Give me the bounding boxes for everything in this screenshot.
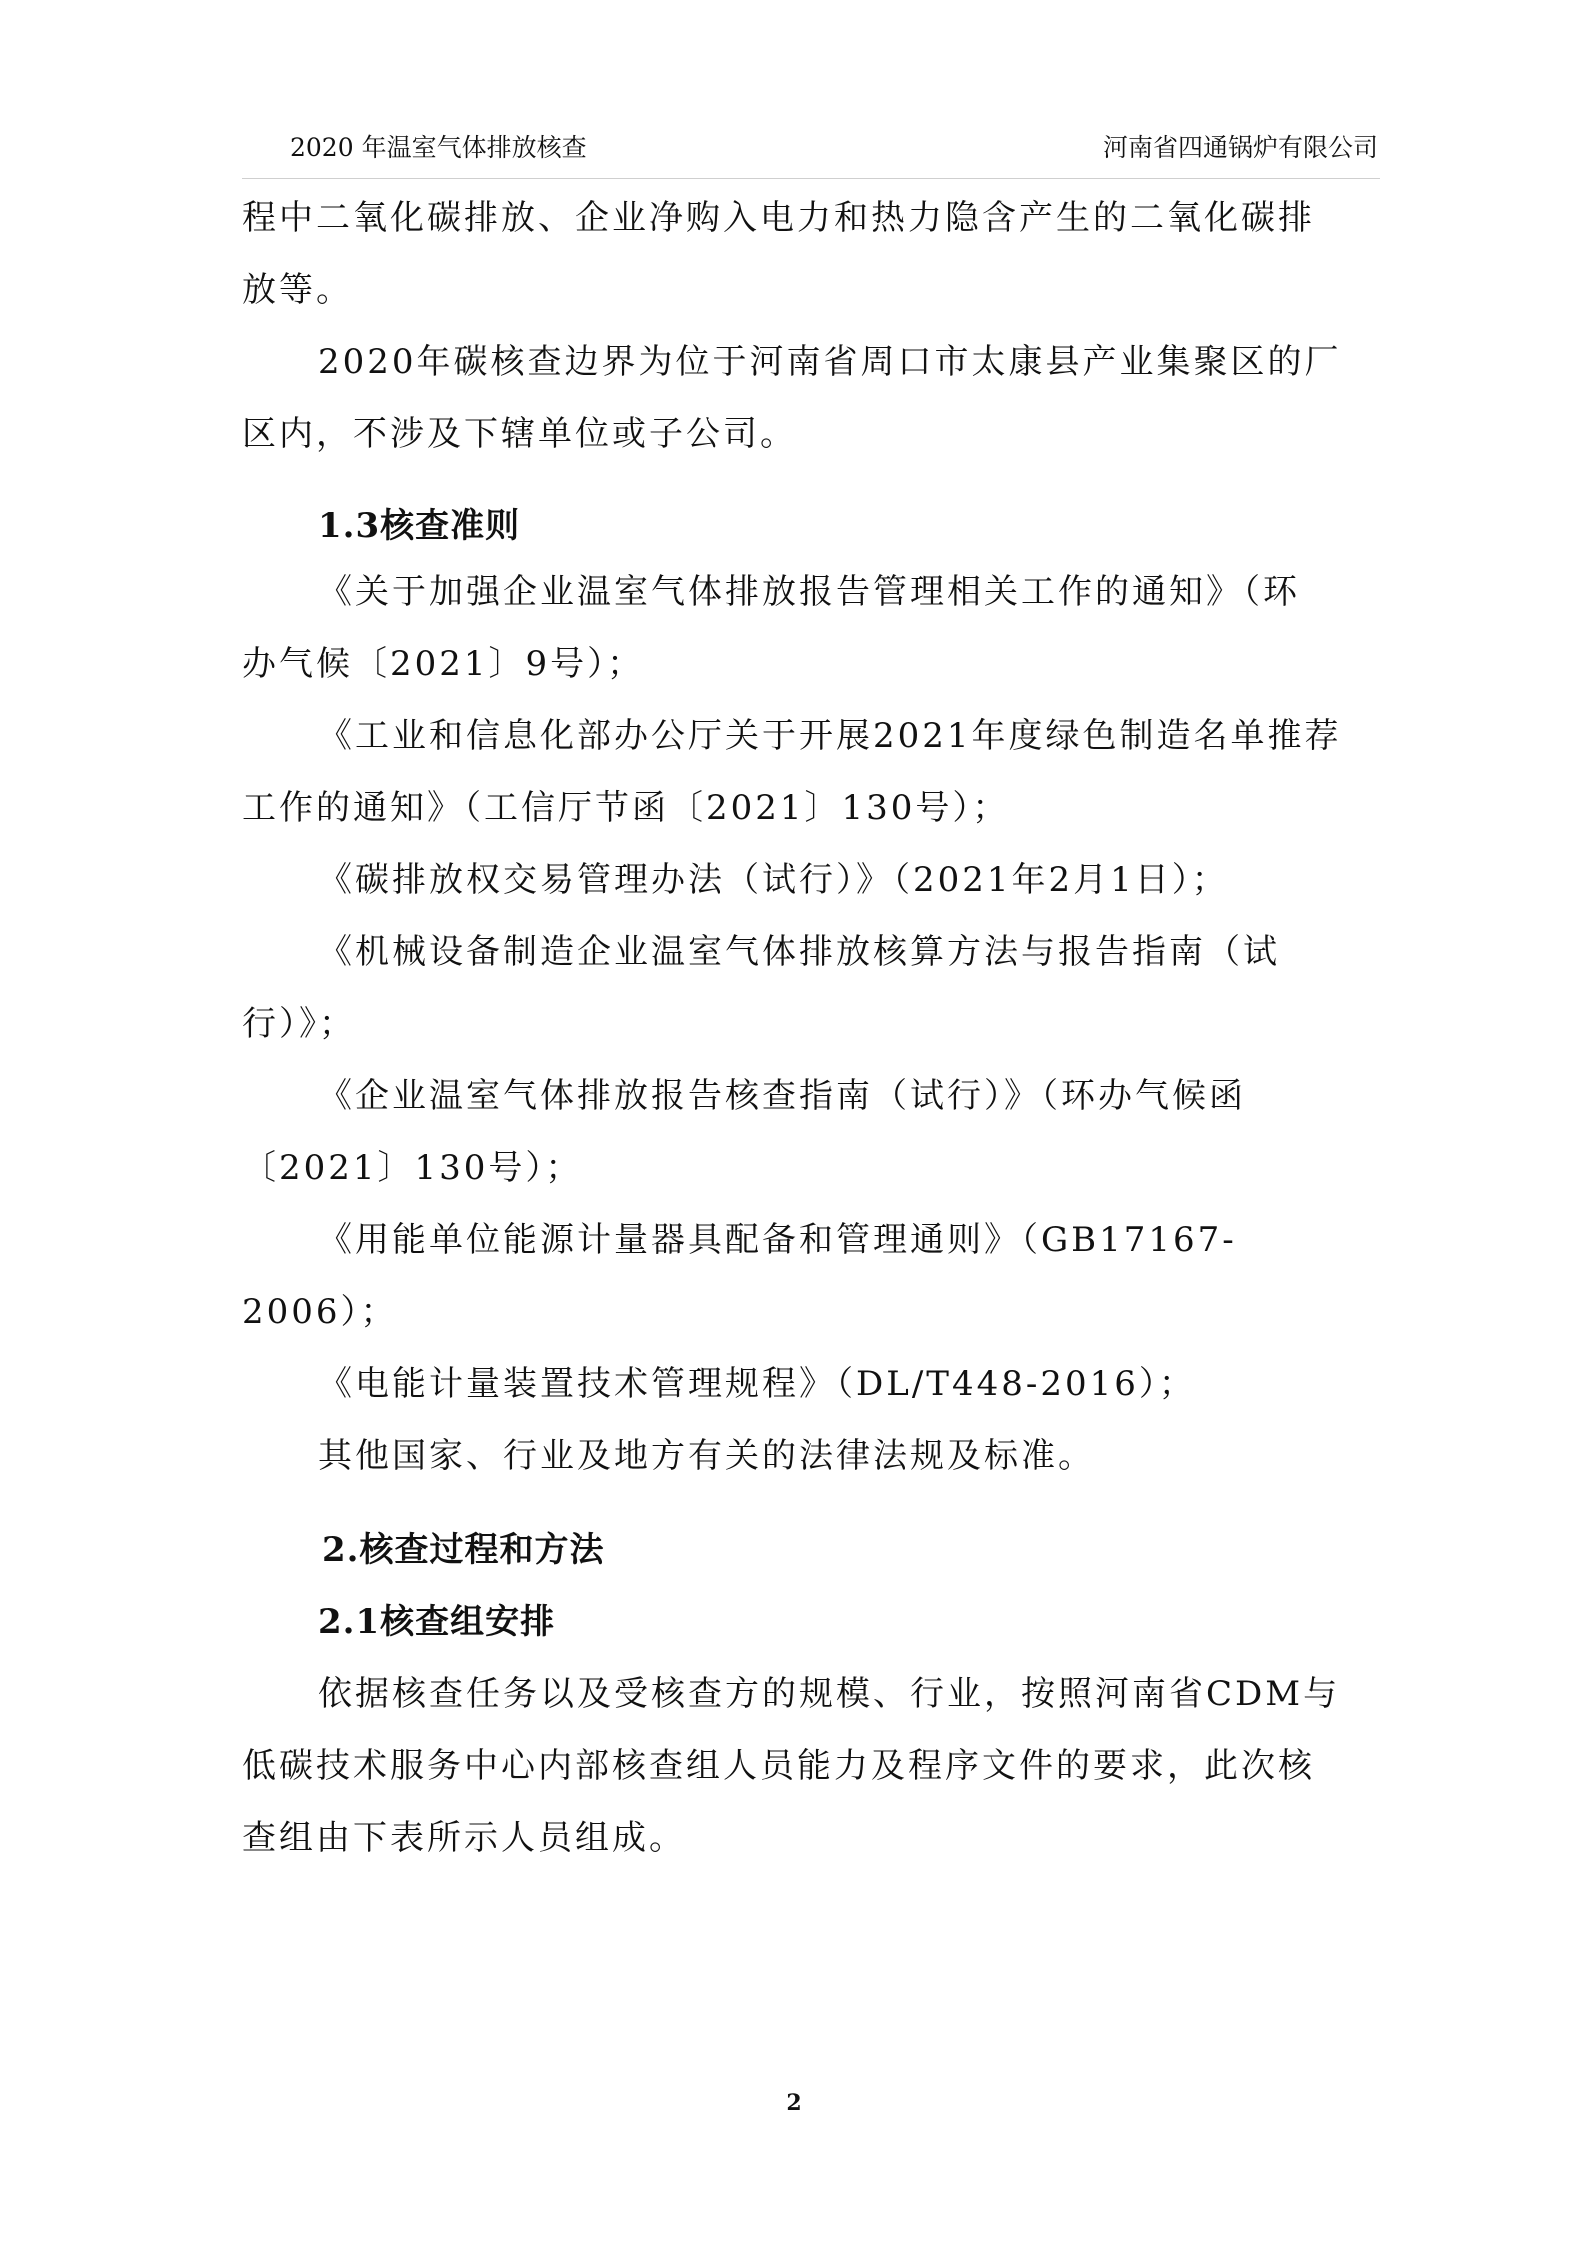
body-line: 《用能单位能源计量器具配备和管理通则》（GB17167- [318, 1220, 1237, 1260]
section-heading: 1.3核查准则 [318, 506, 521, 546]
body-line: 放等。 [242, 270, 353, 310]
body-line: 工作的通知》（工信厅节函〔2021〕130号）； [242, 788, 1010, 828]
body-line: 行）》； [242, 1004, 356, 1044]
header-company-name: 河南省四通锅炉有限公司 [1102, 133, 1378, 162]
body-line: 《电能计量装置技术管理规程》（DL/T448-2016）； [318, 1364, 1196, 1404]
body-line: 〔2021〕130号）； [242, 1148, 583, 1188]
body-line: 《碳排放权交易管理办法（试行）》（2021年2月1日）； [318, 860, 1229, 900]
section-heading: 2.核查过程和方法 [322, 1530, 605, 1570]
page-number: 2 [786, 2090, 802, 2116]
body-line: 低碳技术服务中心内部核查组人员能力及程序文件的要求，此次核 [242, 1746, 1315, 1786]
body-line: 查组由下表所示人员组成。 [242, 1818, 686, 1858]
header-divider [242, 178, 1380, 179]
body-line: 程中二氧化碳排放、企业净购入电力和热力隐含产生的二氧化碳排 [242, 198, 1315, 238]
body-line: 《关于加强企业温室气体排放报告管理相关工作的通知》（环 [318, 572, 1300, 612]
body-line: 2020年碳核查边界为位于河南省周口市太康县产业集聚区的厂 [318, 342, 1342, 382]
body-line: 《机械设备制造企业温室气体排放核算方法与报告指南（试 [318, 932, 1280, 972]
body-line: 《企业温室气体排放报告核查指南（试行）》（环办气候函 [318, 1076, 1246, 1116]
subsection-heading: 2.1核查组安排 [318, 1602, 556, 1642]
body-line: 办气候〔2021〕9号）； [242, 644, 645, 684]
body-line: 其他国家、行业及地方有关的法律法规及标准。 [318, 1436, 1095, 1476]
body-line: 《工业和信息化部办公厅关于开展2021年度绿色制造名单推荐 [318, 716, 1342, 756]
body-line: 依据核查任务以及受核查方的规模、行业，按照河南省CDM与 [318, 1674, 1341, 1714]
body-line: 区内，不涉及下辖单位或子公司。 [242, 414, 797, 454]
body-line: 2006）； [242, 1292, 398, 1332]
header-report-title: 2020 年温室气体排放核查 [290, 133, 587, 162]
